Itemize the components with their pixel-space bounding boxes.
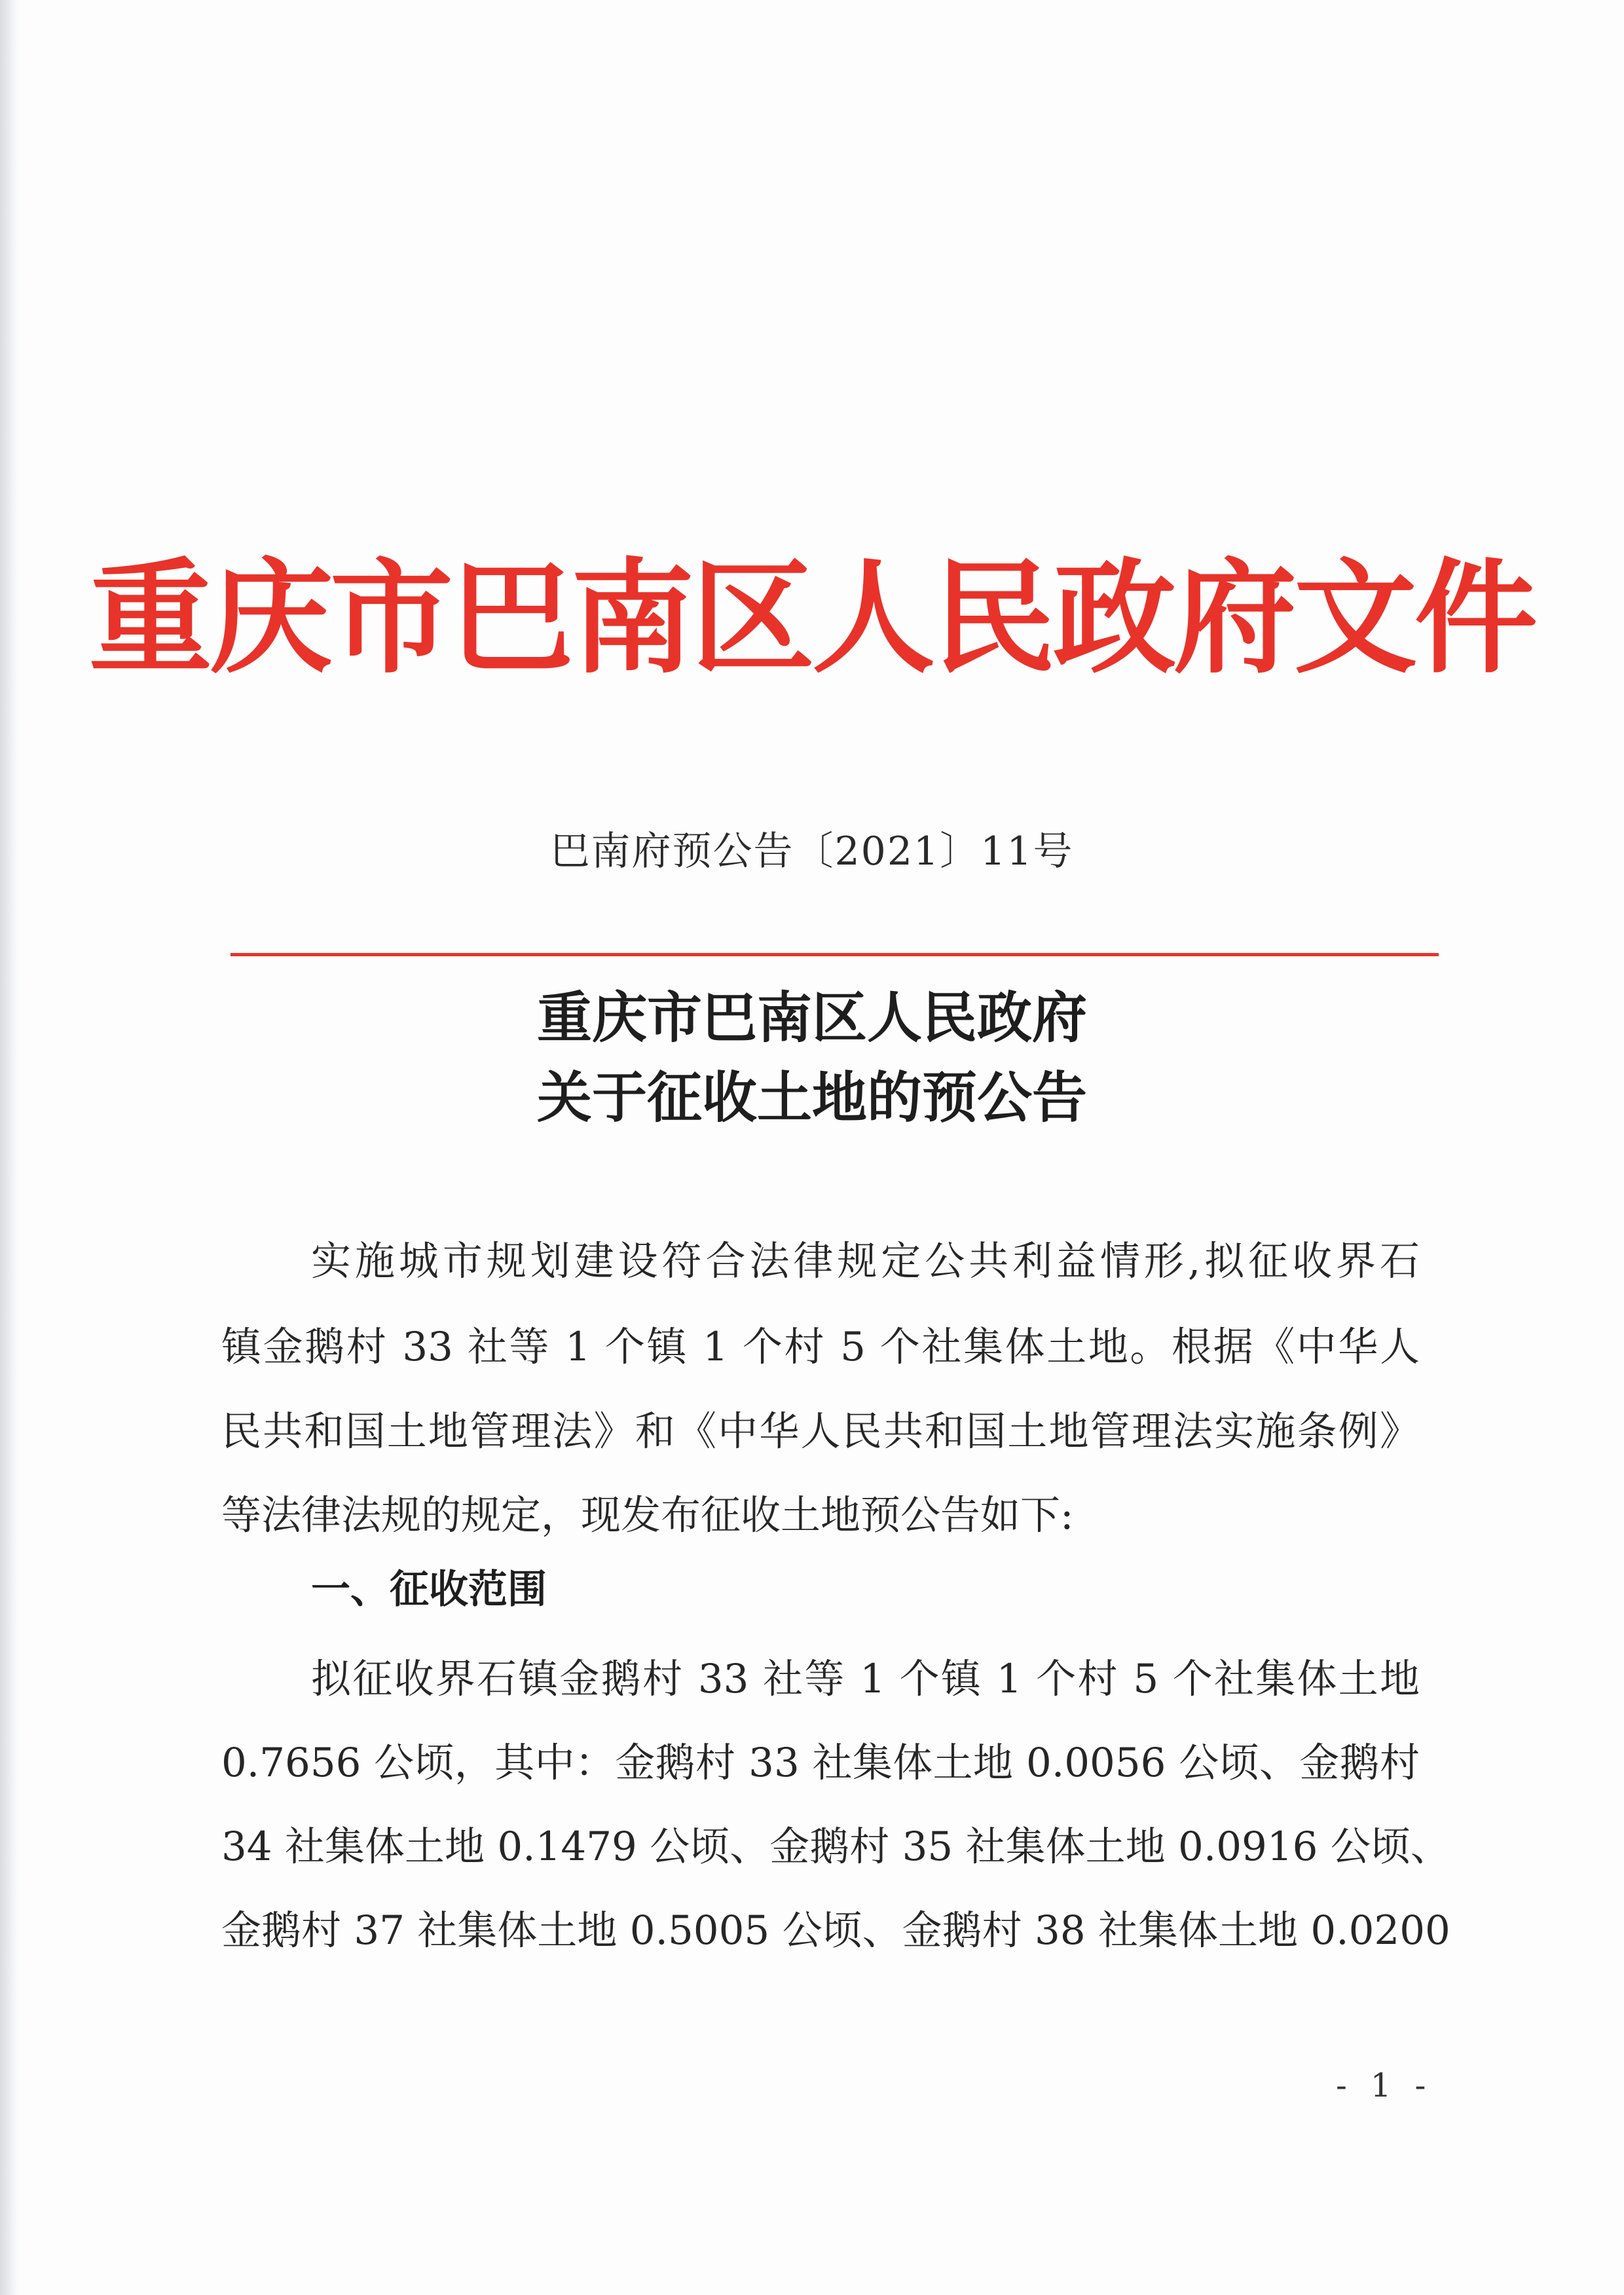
paragraph-1-line-2: 镇金鹅村 33 社等 1 个镇 1 个村 5 个社集体土地。根据《中华人	[221, 1324, 1420, 1370]
document-number: 巴南府预公告〔2021〕11号	[550, 829, 1074, 874]
paragraph-1-line-4: 等法律法规的规定，现发布征收土地预公告如下:	[221, 1492, 1074, 1539]
notice-title-line-1: 重庆市巴南区人民政府	[536, 985, 1087, 1050]
paragraph-1-line-3: 民共和国土地管理法》和《中华人民共和国土地管理法实施条例》	[221, 1408, 1420, 1455]
notice-title-line-2: 关于征收土地的预公告	[536, 1065, 1087, 1130]
paragraph-2-line-3: 34 社集体土地 0.1479 公顷、金鹅村 35 社集体土地 0.0916 公顷、	[221, 1823, 1450, 1870]
scan-edge-shadow	[0, 0, 20, 2295]
paragraph-2-line-4: 金鹅村 37 社集体土地 0.5005 公顷、金鹅村 38 社集体土地 0.0200	[221, 1907, 1450, 1954]
issuer-title: 重庆市巴南区人民政府文件	[89, 546, 1535, 690]
page-number: - 1 -	[1336, 2066, 1433, 2104]
paragraph-1-line-1: 实施城市规划建设符合法律规定公共利益情形,拟征收界石	[311, 1238, 1420, 1284]
section-1-heading: 一、征收范围	[311, 1567, 547, 1613]
red-separator-line	[231, 953, 1439, 956]
paragraph-2-line-1: 拟征收界石镇金鹅村 33 社等 1 个镇 1 个村 5 个社集体土地	[311, 1656, 1420, 1702]
paragraph-2-line-2: 0.7656 公顷，其中：金鹅村 33 社集体土地 0.0056 公顷、金鹅村	[221, 1740, 1420, 1786]
